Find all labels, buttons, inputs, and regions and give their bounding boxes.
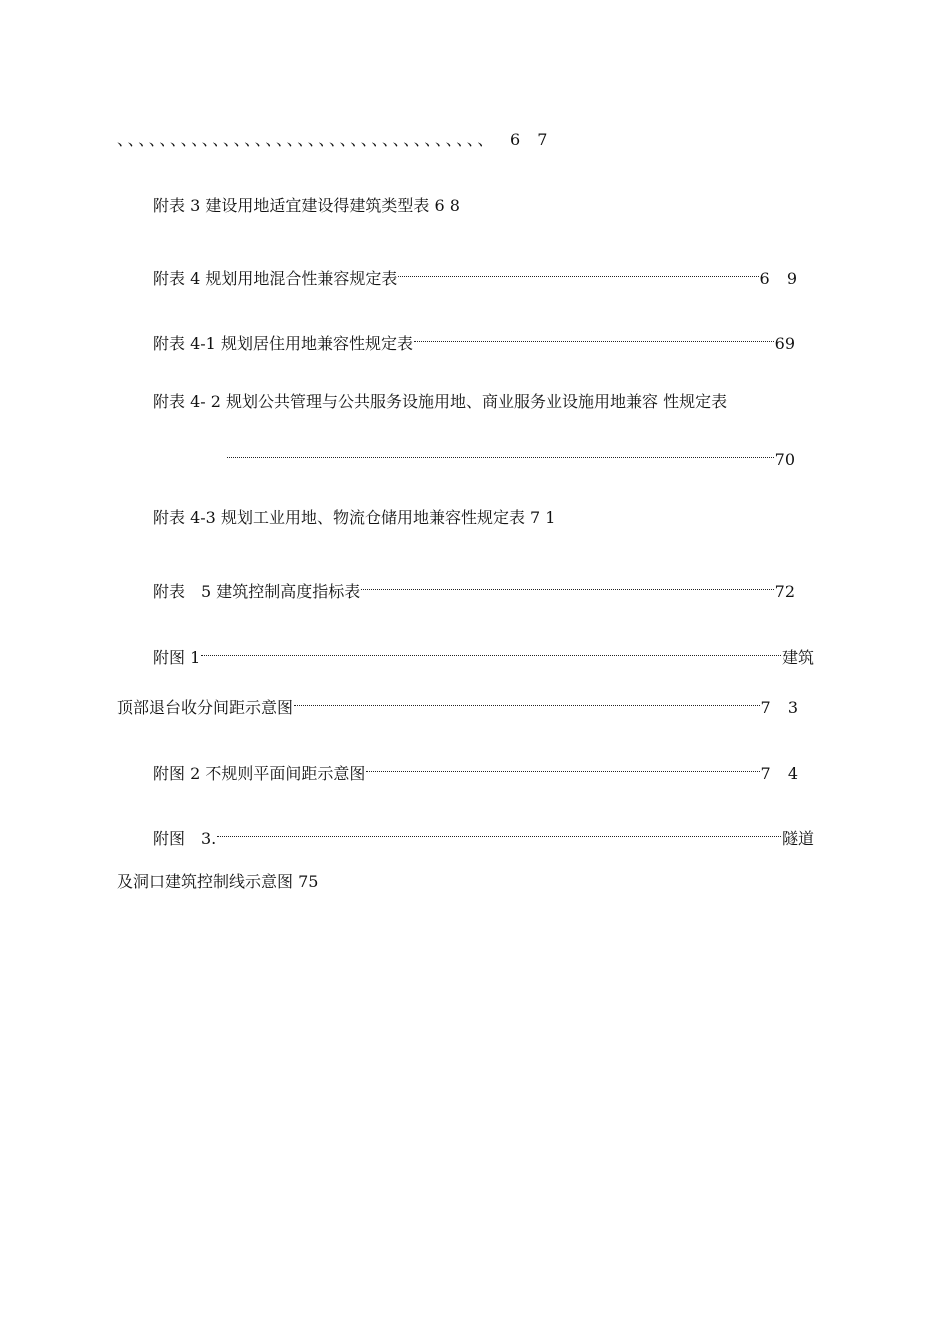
toc-entry-text: 附表 5 建筑控制高度指标表 (153, 582, 361, 601)
dot-leader (366, 753, 759, 779)
toc-entry-appendix-table-4-2-leader-line (226, 439, 795, 469)
toc-entry-label: 附图 3. (153, 829, 217, 848)
toc-entry-appendix-table-3[interactable] (153, 193, 460, 219)
toc-entry-appendix-figure-1[interactable] (153, 637, 814, 667)
toc-entry-appendix-table-4-2[interactable] (153, 389, 727, 415)
toc-entry-text: 附表 3 建设用地适宜建设得建筑类型表 6 8 (153, 196, 460, 215)
toc-entry-tail: 隧道 (781, 829, 814, 848)
page-number: 72 (774, 582, 795, 601)
page-number: 6 9 (759, 269, 803, 288)
dot-leader (294, 687, 760, 713)
toc-entry-label: 附图 1 (153, 648, 201, 667)
page-number: 70 (774, 450, 795, 469)
toc-entry-tail: 建筑 (781, 648, 814, 667)
dot-leader (414, 323, 774, 349)
toc-entry-appendix-figure-1-continued[interactable] (117, 687, 804, 717)
dot-leader (227, 439, 774, 465)
toc-entry-appendix-table-5[interactable] (153, 571, 795, 601)
toc-entry-appendix-figure-2[interactable] (153, 753, 804, 783)
toc-entry-text: 附表 4- 2 规划公共管理与公共服务设施用地、商业服务业设施用地兼容 性规定表 (153, 392, 728, 411)
toc-entry-text: 附表 4 规划用地混合性兼容规定表 (153, 269, 398, 288)
page-number: 69 (774, 334, 795, 353)
page-number: 6 7 (510, 130, 554, 149)
dot-leader (201, 637, 781, 663)
toc-entry-appendix-table-4-1[interactable] (153, 323, 795, 353)
toc-entry-text: 及洞口建筑控制线示意图 75 (117, 872, 319, 891)
toc-entry-appendix-figure-3-continued[interactable] (117, 869, 318, 895)
comma-leader: 、、、、、、、、、、、、、、、、、、、、、、、、、、、、、、、、、、、 (117, 130, 497, 149)
toc-continuation-line (117, 127, 737, 153)
toc-entry-appendix-figure-3[interactable] (153, 818, 814, 848)
dot-leader (217, 818, 781, 844)
toc-entry-text: 附表 4-1 规划居住用地兼容性规定表 (153, 334, 413, 353)
toc-entry-text: 顶部退台收分间距示意图 (117, 698, 294, 717)
dot-leader (398, 258, 758, 284)
toc-entry-appendix-table-4[interactable] (153, 258, 803, 288)
toc-entry-appendix-table-4-3[interactable] (153, 505, 555, 531)
page-number: 7 4 (760, 764, 804, 783)
dot-leader (361, 571, 773, 597)
toc-entry-text: 附表 4-3 规划工业用地、物流仓储用地兼容性规定表 7 1 (153, 508, 556, 527)
page-number: 7 3 (760, 698, 804, 717)
toc-entry-text: 附图 2 不规则平面间距示意图 (153, 764, 366, 783)
